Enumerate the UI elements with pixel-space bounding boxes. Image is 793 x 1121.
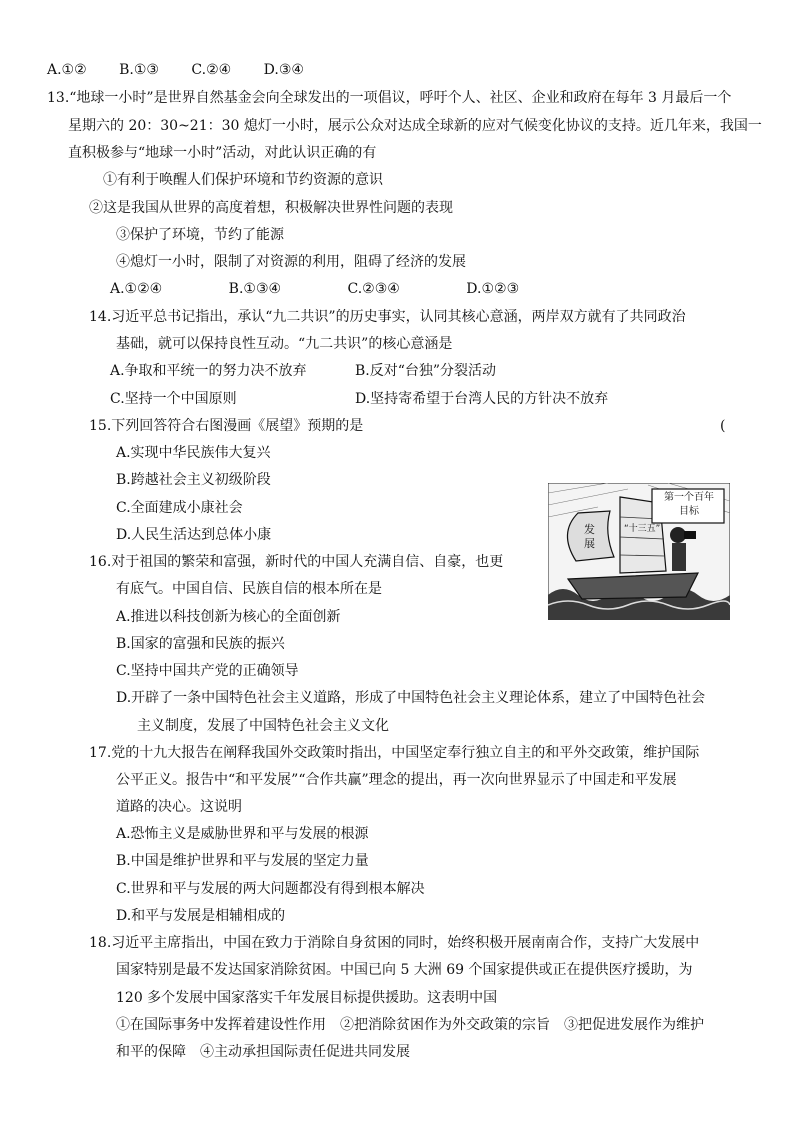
q17-option-d: D.和平与发展是相辅相成的 [116,908,286,924]
q16-option-b: B.国家的富强和民族的振兴 [116,636,285,652]
q15-option-c: C.全面建成小康社会 [116,500,243,516]
q18-stem-line2: 国家特别是最不发达国家消除贫困。中国已向 5 大洲 69 个国家提供或正在提供医疗援助，为 [116,962,693,978]
cartoon-sail-label: “十三五” [624,524,661,534]
q17-stem-line2: 公平正义。报告中“和平发展”“合作共赢”理念的提出，再一次向世界显示了中国走和平发展 [116,772,677,788]
q18-stem-line1: 18.习近平主席指出，中国在致力于消除自身贫困的同时，始终积极开展南南合作，支持广大发展中 [89,935,700,951]
q13-stem-line1: 13.“地球一小时”是世界自然基金会向全球发出的一项倡议，呼吁个人、社区、企业和政府在每年 3 月最后一个 [47,90,732,106]
q18-items-line2: 和平的保障 ④主动承担国际责任促进共同发展 [116,1044,410,1060]
q17-option-a: A.恐怖主义是威胁世界和平与发展的根源 [116,826,369,842]
option-a: A.①② [47,62,87,78]
q16-option-a: A.推进以科技创新为核心的全面创新 [116,609,341,625]
q13-option-b: B.①③④ [228,281,282,297]
q13-stem-line2: 星期六的 20：30~21：30 熄灯一小时，展示公众对达成全球新的应对气候变化协议的支持。近几年来，我国一 [68,118,762,134]
cartoon-outlook [548,483,730,620]
cartoon-sail-text: 发展 [584,523,595,550]
q16-option-d-line2: 主义制度，发展了中国特色社会主义文化 [137,718,389,734]
q17-option-c: C.世界和平与发展的两大问题都没有得到根本解决 [116,881,425,897]
q15-option-a: A.实现中华民族伟大复兴 [116,445,271,461]
q13-option-d: D.①②③ [466,281,520,297]
q14-option-d: D.坚持寄希望于台湾人民的方针决不放弃 [355,391,609,407]
q13-option-c: C.②③④ [347,281,400,297]
q15-option-d: D.人民生活达到总体小康 [116,527,272,543]
q18-items-line1: ①在国际事务中发挥着建设性作用 ②把消除贫困作为外交政策的宗旨 ③把促进发展作为维护 [116,1017,704,1033]
q13-item-2: ②这是我国从世界的高度着想，积极解决世界性问题的表现 [89,200,453,216]
q14-option-a: A.争取和平统一的努力决不放弃 [110,363,307,379]
q14-option-c: C.坚持一个中国原则 [110,391,237,407]
q15-answer-paren: ( [720,418,726,434]
q14-stem-line1: 14.习近平总书记指出，承认“九二共识”的历史事实，认同其核心意涵，两岸双方就有了共同政治 [89,309,686,325]
q13-item-1: ①有利于唤醒人们保护环境和节约资源的意识 [103,172,383,188]
cartoon-sign-text: 第一个百年目标 [664,492,714,517]
q17-option-b: B.中国是维护世界和平与发展的坚定力量 [116,853,369,869]
option-b: B.①③ [119,62,159,78]
q18-stem-line3: 120 多个发展中国家落实千年发展目标提供援助。这表明中国 [116,990,498,1006]
q15-option-b: B.跨越社会主义初级阶段 [116,472,271,488]
q13-option-a: A.①②④ [110,281,163,297]
q15-stem: 15.下列回答符合右图漫画《展望》预期的是 [89,418,364,434]
q16-stem-line1: 16.对于祖国的繁荣和富强，新时代的中国人充满自信、自豪，也更 [89,554,504,570]
q17-stem-line3: 道路的决心。这说明 [116,799,242,815]
q14-stem-line2: 基础，就可以保持良性互动。“九二共识”的核心意涵是 [116,336,453,352]
q14-option-b: B.反对“台独”分裂活动 [355,363,497,379]
q16-option-c: C.坚持中国共产党的正确领导 [116,663,299,679]
option-c: C.②④ [191,62,232,78]
q16-option-d-line1: D.开辟了一条中国特色社会主义道路，形成了中国特色社会主义理论体系，建立了中国特色社会 [116,690,706,706]
q17-stem-line1: 17.党的十九大报告在阐释我国外交政策时指出，中国坚定奉行独立自主的和平外交政策，维护国际 [89,745,700,761]
q13-item-4: ④熄灯一小时，限制了对资源的利用，阻碍了经济的发展 [116,254,466,270]
prev-question-options [47,60,332,80]
q13-item-3: ③保护了环境，节约了能源 [116,227,284,243]
option-d: D.③④ [263,62,304,78]
q16-stem-line2: 有底气。中国自信、民族自信的根本所在是 [116,581,382,597]
q13-options [110,279,547,299]
q13-stem-line3: 直积极参与“地球一小时”活动，对此认识正确的有 [68,145,377,161]
